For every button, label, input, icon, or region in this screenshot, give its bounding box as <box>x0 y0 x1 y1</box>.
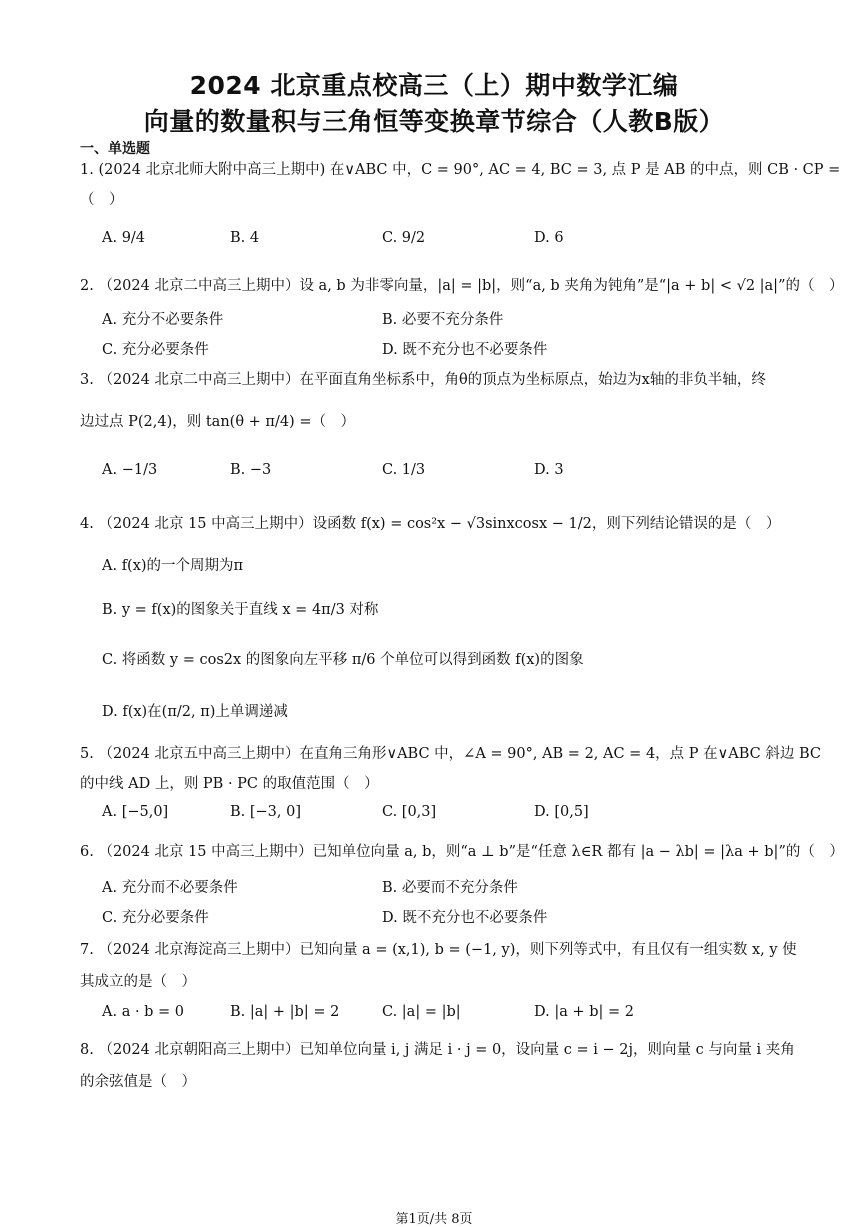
question-1-option-c: C. 9/2 <box>382 230 426 246</box>
question-6-option-a: A. 充分而不必要条件 <box>102 880 238 896</box>
question-6-option-c: C. 充分必要条件 <box>102 910 209 926</box>
question-3-option-c: C. 1/3 <box>382 462 426 478</box>
question-5-option-a: A. [−5,0] <box>102 804 169 820</box>
section-heading: 一、单选题 <box>80 141 150 157</box>
question-7-line-2: 其成立的是（ ） <box>80 974 196 990</box>
page-subtitle: 向量的数量积与三角恒等变换章节综合（人教B版） <box>143 107 725 136</box>
question-4-option-b: B. y = f(x)的图象关于直线 x = 4π/3 对称 <box>102 602 379 618</box>
page-footer: 第1页/共 8页 <box>395 1212 473 1227</box>
question-7-option-a: A. a · b = 0 <box>102 1004 185 1020</box>
question-7-option-d: D. |a + b| = 2 <box>534 1004 634 1020</box>
question-2-option-b: B. 必要不充分条件 <box>382 312 504 328</box>
question-1-line-2: （ ） <box>80 192 124 208</box>
question-1-option-a: A. 9/4 <box>102 230 146 246</box>
question-5-line-2: 的中线 AD 上，则 PB · PC 的取值范围（ ） <box>80 776 379 792</box>
question-3-option-a: A. −1/3 <box>102 462 158 478</box>
question-3-line-2: 边过点 P(2,4)，则 tan(θ + π/4) =（ ） <box>80 414 355 430</box>
question-3-line-1: 3. （2024 北京二中高三上期中）在平面直角坐标系中，角θ的顶点为坐标原点，始边为x轴的非负半轴，终 <box>80 372 766 388</box>
question-1-line-1: 1. (2024 北京北师大附中高三上期中) 在∨ABC 中，C = 90°, AC = 4, BC = 3, 点 P 是 AB 的中点，则 CB · CP = <box>80 162 841 178</box>
question-4-option-c: C. 将函数 y = cos2x 的图象向左平移 π/6 个单位可以得到函数 f(x)的图象 <box>102 652 584 668</box>
question-2-option-d: D. 既不充分也不必要条件 <box>382 342 548 358</box>
question-3-option-b: B. −3 <box>230 462 272 478</box>
question-5-line-1: 5. （2024 北京五中高三上期中）在直角三角形∨ABC 中，∠A = 90°, AB = 2, AC = 4，点 P 在∨ABC 斜边 BC <box>80 746 821 762</box>
question-7-option-c: C. |a| = |b| <box>382 1004 461 1020</box>
question-8-line-1: 8. （2024 北京朝阳高三上期中）已知单位向量 i, j 满足 i · j = 0，设向量 c = i − 2j，则向量 c 与向量 i 夹角 <box>80 1042 795 1058</box>
question-8-line-2: 的余弦值是（ ） <box>80 1074 196 1090</box>
question-2-line-1: 2. （2024 北京二中高三上期中）设 a, b 为非零向量，|a| = |b|，则“a, b 夹角为钝角”是“|a + b| < √2 |a|”的（ ） <box>80 278 844 294</box>
question-1-option-d: D. 6 <box>534 230 564 246</box>
question-5-option-d: D. [0,5] <box>534 804 589 820</box>
question-4-option-a: A. f(x)的一个周期为π <box>102 558 244 574</box>
question-1-option-b: B. 4 <box>230 230 260 246</box>
question-7-line-1: 7. （2024 北京海淀高三上期中）已知向量 a = (x,1), b = (−1, y)，则下列等式中，有且仅有一组实数 x, y 使 <box>80 942 797 958</box>
question-5-option-c: C. [0,3] <box>382 804 437 820</box>
question-5-option-b: B. [−3, 0] <box>230 804 302 820</box>
question-3-option-d: D. 3 <box>534 462 564 478</box>
question-6-option-d: D. 既不充分也不必要条件 <box>382 910 548 926</box>
page-title: 2024 北京重点校高三（上）期中数学汇编 <box>189 71 679 100</box>
question-6-option-b: B. 必要而不充分条件 <box>382 880 518 896</box>
question-4-option-d: D. f(x)在(π/2, π)上单调递减 <box>102 704 288 720</box>
question-7-option-b: B. |a| + |b| = 2 <box>230 1004 340 1020</box>
question-2-option-c: C. 充分必要条件 <box>102 342 209 358</box>
question-4-line-1: 4. （2024 北京 15 中高三上期中）设函数 f(x) = cos²x − √3sinxcosx − 1/2，则下列结论错误的是（ ） <box>80 516 781 532</box>
question-6-line-1: 6. （2024 北京 15 中高三上期中）已知单位向量 a, b，则“a ⊥ b”是“任意 λ∈R 都有 |a − λb| = |λa + b|”的（ ） <box>80 844 844 860</box>
question-2-option-a: A. 充分不必要条件 <box>102 312 224 328</box>
